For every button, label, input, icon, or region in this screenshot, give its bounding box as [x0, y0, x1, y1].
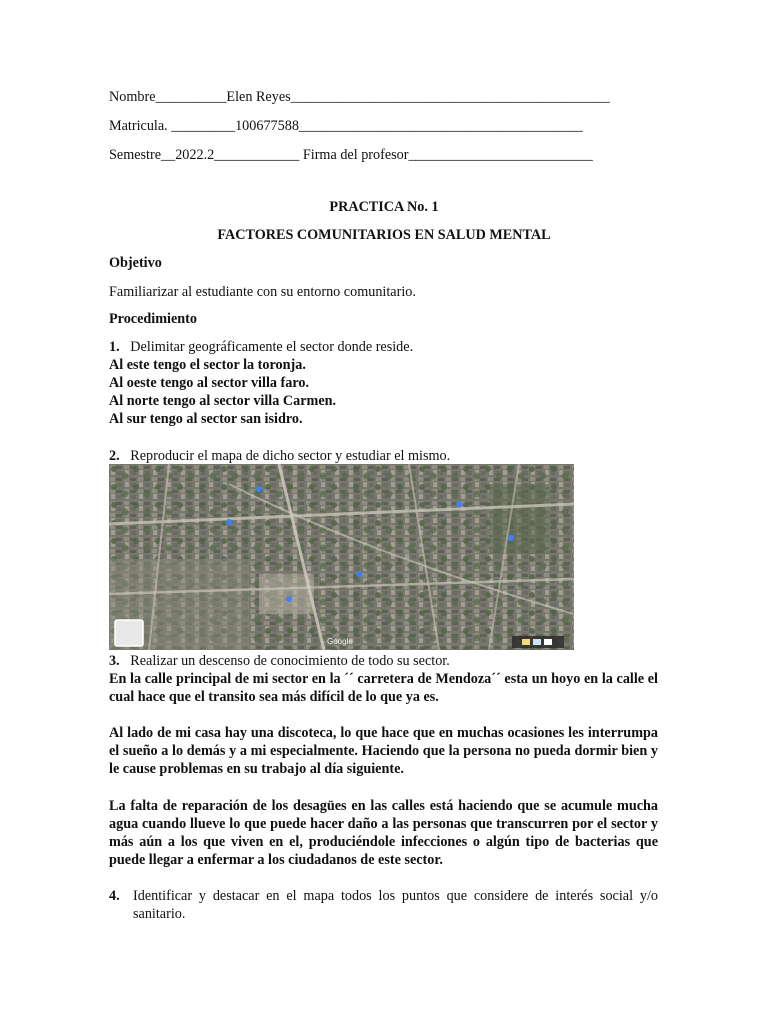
step1-text: Delimitar geográficamente el sector donde reside.	[130, 339, 414, 355]
step1-answer-east: Al este tengo el sector la toronja.	[109, 357, 306, 373]
satellite-map-image	[109, 464, 574, 650]
map-pin-icon	[226, 519, 232, 525]
step3-paragraph-road: En la calle principal de mi sector en la ´´ carretera de Mendoza´´ esta un hoyo en la calle el cual hace que el transito sea más difícil de lo que ya es.	[109, 671, 658, 705]
step1-answer-south: Al sur tengo al sector san isidro.	[109, 411, 303, 427]
map-pin-icon	[356, 571, 362, 577]
matricula-line: Matricula. _________100677588________________________________________	[109, 118, 583, 134]
objetivo-text: Familiarizar al estudiante con su entorno comunitario.	[109, 284, 416, 300]
map-pin-icon	[286, 596, 292, 602]
map-svg	[109, 464, 574, 650]
semestre-line: Semestre__2022.2____________ Firma del profesor__________________________	[109, 147, 593, 163]
practica-title: PRACTICA No. 1	[329, 199, 439, 215]
step1-answer-north: Al norte tengo al sector villa Carmen.	[109, 393, 337, 409]
step1	[109, 338, 413, 356]
map-pin-icon	[256, 486, 262, 492]
step2	[109, 447, 450, 465]
step4	[109, 887, 658, 923]
map-pin-icon	[508, 535, 514, 541]
step3-number: 3.	[109, 653, 120, 669]
step3-paragraph-disco: Al lado de mi casa hay una discoteca, lo que hace que en muchas ocasiones les interrumpa el sueño a lo demás y a mi especialmente. Haciendo que la persona no pueda dormir bien y le cause problemas en su trabajo al día siguiente.	[109, 725, 658, 777]
map-google-logo: Google	[327, 637, 353, 646]
step4-text: Identificar y destacar en el mapa todos los puntos que considere de interés social y/o sanitario.	[133, 888, 658, 922]
map-layer-toggle-icon	[115, 620, 143, 646]
topic-title: FACTORES COMUNITARIOS EN SALUD MENTAL	[217, 227, 551, 243]
step2-number: 2.	[109, 448, 120, 464]
step1-answer-west: Al oeste tengo al sector villa faro.	[109, 375, 310, 391]
step2-text: Reproducir el mapa de dicho sector y estudiar el mismo.	[130, 448, 451, 464]
step3-text: Realizar un descenso de conocimiento de todo su sector.	[130, 653, 450, 669]
objetivo-heading: Objetivo	[109, 255, 162, 271]
procedimiento-heading: Procedimiento	[109, 311, 197, 327]
step3	[109, 652, 450, 670]
nombre-line: Nombre__________Elen Reyes_____________________________________________	[109, 89, 610, 105]
step3-paragraph-drainage: La falta de reparación de los desagües en las calles está haciendo que se acumule mucha agua cuando llueve lo que puede hacer daño a las personas que transcurren por el sector y más aún a los que viven en el, produciéndole infecciones o algún tipo de bacterias que puede llegar a enfermar a los ciudadanos de este sector.	[109, 798, 658, 868]
map-pin-icon	[456, 501, 462, 507]
step1-number: 1.	[109, 339, 120, 355]
step4-number: 4.	[109, 888, 120, 904]
